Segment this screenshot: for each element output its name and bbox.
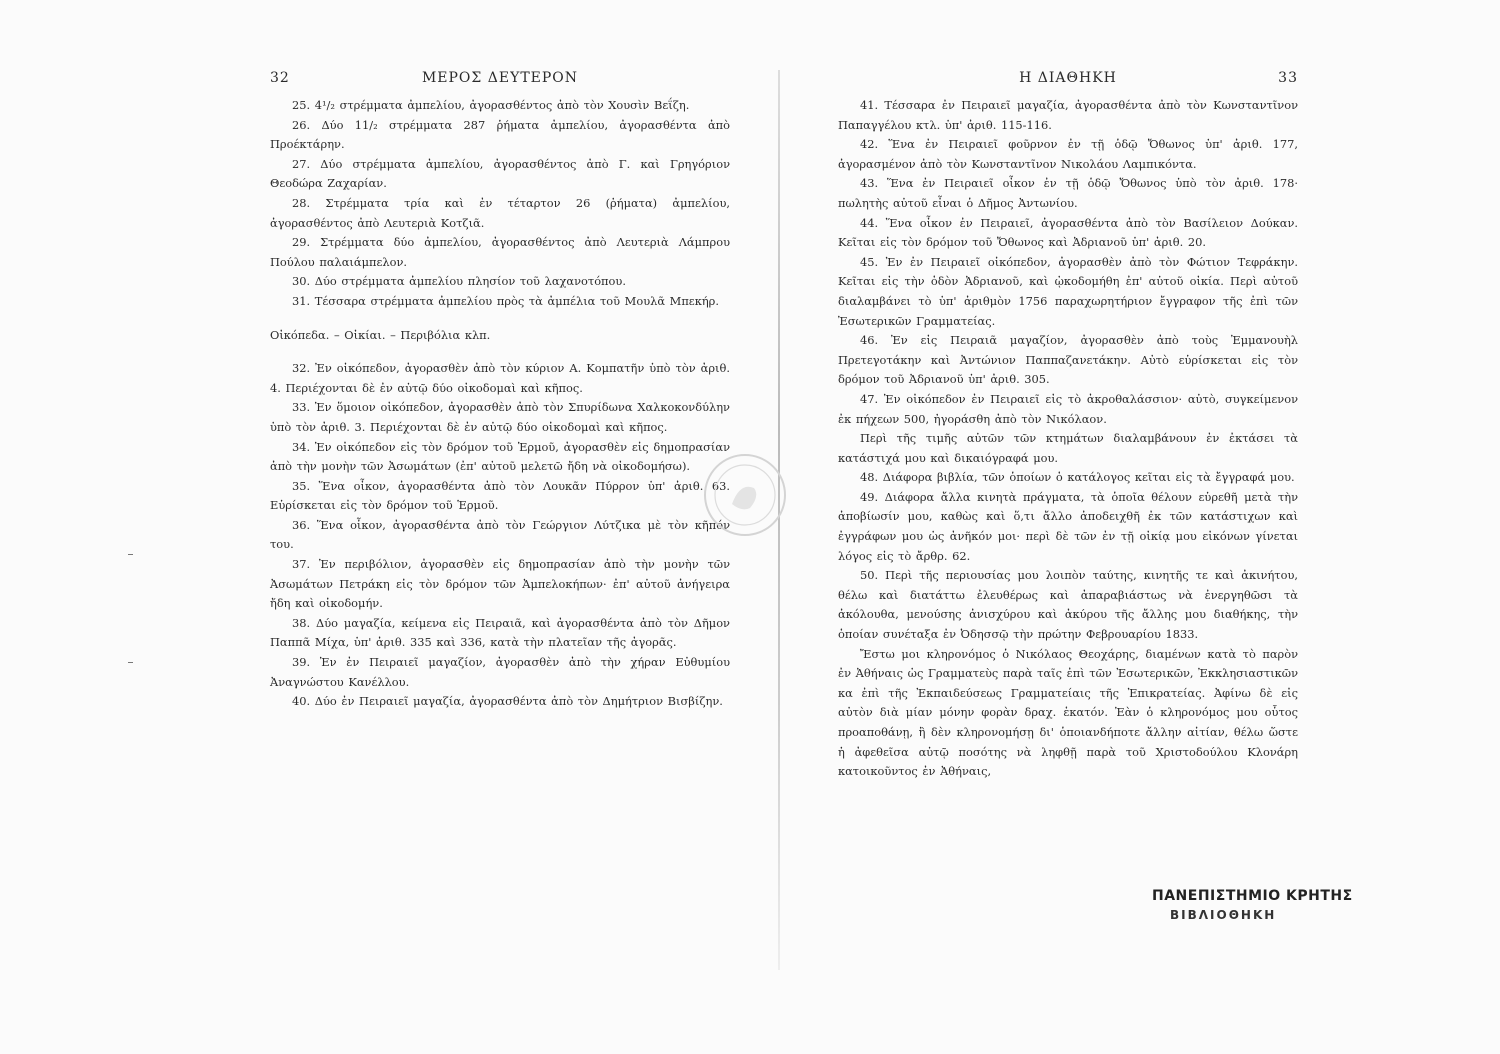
library-seal-watermark — [702, 452, 788, 538]
margin-mark — [128, 662, 133, 663]
entry-paragraph: 45. Ἐν ἐν Πειραιεῖ οἰκόπεδον, ἀγορασθὲν ἀπὸ τὸν Φώτιον Τεφράκην. Κεῖται εἰς τὴν ὁδὸν Ἀδριανοῦ, καὶ ᾠκοδομήθη ἐπ' αὐτοῦ οἰκία. Περὶ αὐτοῦ διαλαμβάνει τὸ ὑπ' ἀριθμὸν 1756 παραχωρητήριον ἔγγραφον τῆς ἐπὶ τῶν Ἐσωτερικῶν Γραμματείας. — [838, 254, 1298, 328]
entry-paragraph: Ἔστω μοι κληρονόμος ὁ Νικόλαος Θεοχάρης, διαμένων κατὰ τὸ παρὸν ἐν Ἀθήναις ὡς Γραμματεὺς παρὰ ταῖς ἐπὶ τῶν Ἐσωτερικῶν, Ἐκκλησιαστικῶν κα ἐπὶ τῆς Ἐκπαιδεύσεως Γραμματείαις τῆς Ἐπικρατείας. Ἀφίνω δὲ εἰς αὐτὸν διὰ μίαν μόνην φορὰν δραχ. ἑκατόν. Ἐὰν ὁ κληρονόμος μου οὗτος προαποθάνῃ, ἢ δὲν κληρονομήσῃ δι' ὁποιανδήποτε ἄλλην αἰτίαν, θέλω ὥστε ἡ ἀφεθεῖσα αὐτῷ ποσότης νὰ ληφθῇ παρὰ τοῦ Χριστοδούλου Κλονάρη κατοικοῦντος ἐν Ἀθήναις, — [838, 646, 1298, 779]
entry-paragraph: 36. Ἕνα οἶκον, ἀγορασθέντα ἀπὸ τὸν Γεώργιον Λύτζικα μὲ τὸν κῆπόν του. — [270, 517, 730, 552]
entry-paragraph: 35. Ἕνα οἶκον, ἀγορασθέντα ἀπὸ τὸν Λουκᾶν Πύρρον ὑπ' ἀριθ. 63. Εὑρίσκεται εἰς τὸν δρόμον τοῦ Ἑρμοῦ. — [270, 478, 730, 513]
right-running-title: Η ΔΙΑΘΗΚΗ — [1019, 70, 1117, 86]
stamp-line-2: ΒΙΒΛΙΟΘΗΚΗ — [1170, 908, 1277, 922]
entry-paragraph: Περὶ τῆς τιμῆς αὐτῶν τῶν κτημάτων διαλαμβάνουν ἐν ἐκτάσει τὰ κατάστιχά μου καὶ δικαιόγραφά μου. — [838, 431, 1298, 465]
entry-paragraph: 43. Ἕνα ἐν Πειραιεῖ οἶκον ἐν τῇ ὁδῷ Ὄθωνος ὑπὸ τὸν ἀριθ. 178· πωλητὴς αὐτοῦ εἶναι ὁ Δῆμος Ἀντωνίου. — [838, 176, 1298, 210]
entry-paragraph: 49. Διάφορα ἄλλα κινητὰ πράγματα, τὰ ὁποῖα θέλουν εὑρεθῆ μετὰ τὴν ἀποβίωσίν μου, καθὼς καὶ ὅ,τι ἄλλο ἀποδειχθῆ ἐκ τῶν κατάστιχων καὶ ἐγγράφων μου ὡς ἀνῆκόν μοι· περὶ δὲ τῶν ἐν τῇ οἰκίᾳ μου εἰκόνων γίνεται λόγος εἰς τὸ ἄρθρ. 62. — [838, 489, 1298, 563]
right-page-number: 33 — [1278, 70, 1298, 86]
entry-paragraph: 40. Δύο ἐν Πειραιεῖ μαγαζία, ἀγορασθέντα ἀπὸ τὸν Δημήτριον Βισβίζην. — [292, 694, 723, 709]
entry-paragraph: 33. Ἐν ὅμοιον οἰκόπεδον, ἀγορασθὲν ἀπὸ τὸν Σπυρίδωνα Χαλκοκονδύλην ὑπὸ τὸν ἀριθ. 3. Περιέχονται δὲ ἐν αὐτῷ δύο οἰκοδομαὶ καὶ κῆπος. — [270, 400, 730, 434]
stamp-line-1: ΠΑΝΕΠΙΣΤΗΜΙΟ ΚΡΗΤΗΣ — [1152, 888, 1353, 904]
entry-paragraph: 48. Διάφορα βιβλία, τῶν ὁποίων ὁ κατάλογος κεῖται εἰς τὰ ἔγγραφά μου. — [860, 470, 1295, 485]
entry-paragraph: 39. Ἐν ἐν Πειραιεῖ μαγαζίον, ἀγορασθὲν ἀπὸ τὴν χήραν Εὐθυμίου Ἀναγνώστου Κανέλλου. — [270, 655, 730, 689]
entry-paragraph: 46. Ἐν εἰς Πειραιᾶ μαγαζίον, ἀγορασθὲν ἀπὸ τοὺς Ἐμμανουὴλ Πρετεγοτάκην καὶ Ἀντώνιον Παππαζανετάκην. Αὐτὸ εὑρίσκεται εἰς τὸν δρόμον τοῦ Ἀδριανοῦ ὑπ' ἀριθ. 305. — [838, 333, 1298, 387]
entry-paragraph: 27. Δύο στρέμματα ἀμπελίου, ἀγορασθέντος ἀπὸ Γ. καὶ Γρηγόριον Θεοδώρα Ζαχαρίαν. — [270, 156, 730, 191]
entry-paragraph: 30. Δύο στρέμματα ἀμπελίου πλησίον τοῦ λαχανοτόπου. — [292, 274, 626, 289]
entry-paragraph: 29. Στρέμματα δύο ἀμπελίου, ἀγορασθέντος ἀπὸ Λευτεριὰ Λάμπρου Πούλου παλαιάμπελον. — [270, 235, 730, 269]
right-entries — [838, 96, 1298, 782]
entry-paragraph: 41. Τέσσαρα ἐν Πειραιεῖ μαγαζία, ἀγορασθέντα ἀπὸ τὸν Κωνσταντῖνον Παπαγγέλου κτλ. ὑπ' ἀριθ. 115-116. — [838, 98, 1298, 132]
entry-paragraph: 37. Ἐν περιβόλιον, ἀγορασθὲν εἰς δημοπρασίαν ἀπὸ τὴν μονὴν τῶν Ἀσωμάτων Πετράκη εἰς τὸν δρόμον τῶν Ἀμπελοκήπων· ἐπ' αὐτοῦ ἀνήγειρα ἤδη καὶ οἰκοδομήν. — [270, 557, 730, 611]
entry-paragraph: 50. Περὶ τῆς περιουσίας μου λοιπὸν ταύτης, κινητῆς τε καὶ ἀκινήτου, θέλω καὶ διατάττω ἐλευθέρως καὶ ἀπαραβιάστως νὰ ἐνεργηθῶσι τὰ ἀκόλουθα, μενούσης ἀνισχύρου καὶ ἀκύρου τῆς ἄλλης μου διαθήκης, τὴν ὁποίαν συνέταξα ἐν Ὀδησσῷ τὴν πρώτην Φεβρουαρίου 1833. — [838, 568, 1298, 642]
left-page — [270, 70, 730, 712]
entry-paragraph: 31. Τέσσαρα στρέμματα ἀμπελίου πρὸς τὰ ἀμπέλια τοῦ Μουλᾶ Μπεκήρ. — [292, 293, 719, 308]
right-page-header — [838, 70, 1298, 96]
left-page-header — [270, 70, 730, 96]
entry-paragraph: 38. Δύο μαγαζία, κείμενα εἰς Πειραιᾶ, καὶ ἀγορασθέντα ἀπὸ τὸν Δῆμον Παππᾶ Μίχα, ὑπ' ἀριθ. 335 καὶ 336, κατὰ τὴν πλατεῖαν τῆς ἀγορᾶς. — [270, 615, 730, 650]
entry-paragraph: 44. Ἕνα οἶκον ἐν Πειραιεῖ, ἀγορασθέντα ἀπὸ τὸν Βασίλειον Δούκαν. Κεῖται εἰς τὸν δρόμον τοῦ Ὄθωνος καὶ Ἀδριανοῦ ὑπ' ἀριθ. 20. — [838, 215, 1298, 250]
entry-paragraph: 34. Ἐν οἰκόπεδον εἰς τὸν δρόμον τοῦ Ἑρμοῦ, ἀγορασθὲν εἰς δημοπρασίαν ἀπὸ τὴν μονὴν τῶν Ἀσωμάτων (ἐπ' αὐτοῦ μελετῶ ἤδη νὰ οἰκοδομήσω). — [270, 439, 730, 474]
entry-paragraph: 47. Ἐν οἰκόπεδον ἐν Πειραιεῖ εἰς τὸ ἀκροθαλάσσιον· αὐτὸ, συγκείμενον ἐκ πήχεων 500, ἠγοράσθη ἀπὸ τὸν Νικόλαον. — [838, 391, 1298, 426]
section-heading: Οἰκόπεδα. – Οἰκίαι. – Περιβόλια κλπ. — [270, 327, 491, 342]
entry-paragraph: 28. Στρέμματα τρία καὶ ἐν τέταρτον 26 (ῥήματα) ἀμπελίου, ἀγορασθέντος ἀπὸ Λευτεριὰ Κοτζιᾶ. — [270, 195, 730, 230]
right-page — [838, 70, 1298, 782]
entry-paragraph: 25. 4¹/₂ στρέμματα ἀμπελίου, ἀγορασθέντος ἀπὸ τὸν Χουσὶν Βεΐζη. — [292, 98, 690, 112]
left-entries — [270, 96, 730, 712]
left-running-title: ΜΕΡΟΣ ΔΕΥΤΕΡΟΝ — [421, 70, 579, 86]
entry-paragraph: 32. Ἐν οἰκόπεδον, ἀγορασθὲν ἀπὸ τὸν κύριον Α. Κομπατῆν ὑπὸ τὸν ἀριθ. 4. Περιέχονται δὲ ἐν αὐτῷ δύο οἰκοδομαὶ καὶ κῆπος. — [270, 361, 730, 395]
entry-paragraph: 42. Ἕνα ἐν Πειραιεῖ φοῦρνον ἐν τῇ ὁδῷ Ὄθωνος ὑπ' ἀριθ. 177, ἀγορασμένον ἀπὸ τὸν Κωνσταντῖνον Νικολάου Λαμπικόντα. — [838, 137, 1298, 171]
margin-mark — [128, 554, 133, 555]
library-stamp — [1152, 888, 1353, 922]
left-page-number: 32 — [270, 70, 290, 86]
entry-paragraph: 26. Δύο 11/₂ στρέμματα 287 ῥήματα ἀμπελίου, ἀγορασθέντα ἀπὸ Προέκτάρην. — [270, 117, 730, 152]
